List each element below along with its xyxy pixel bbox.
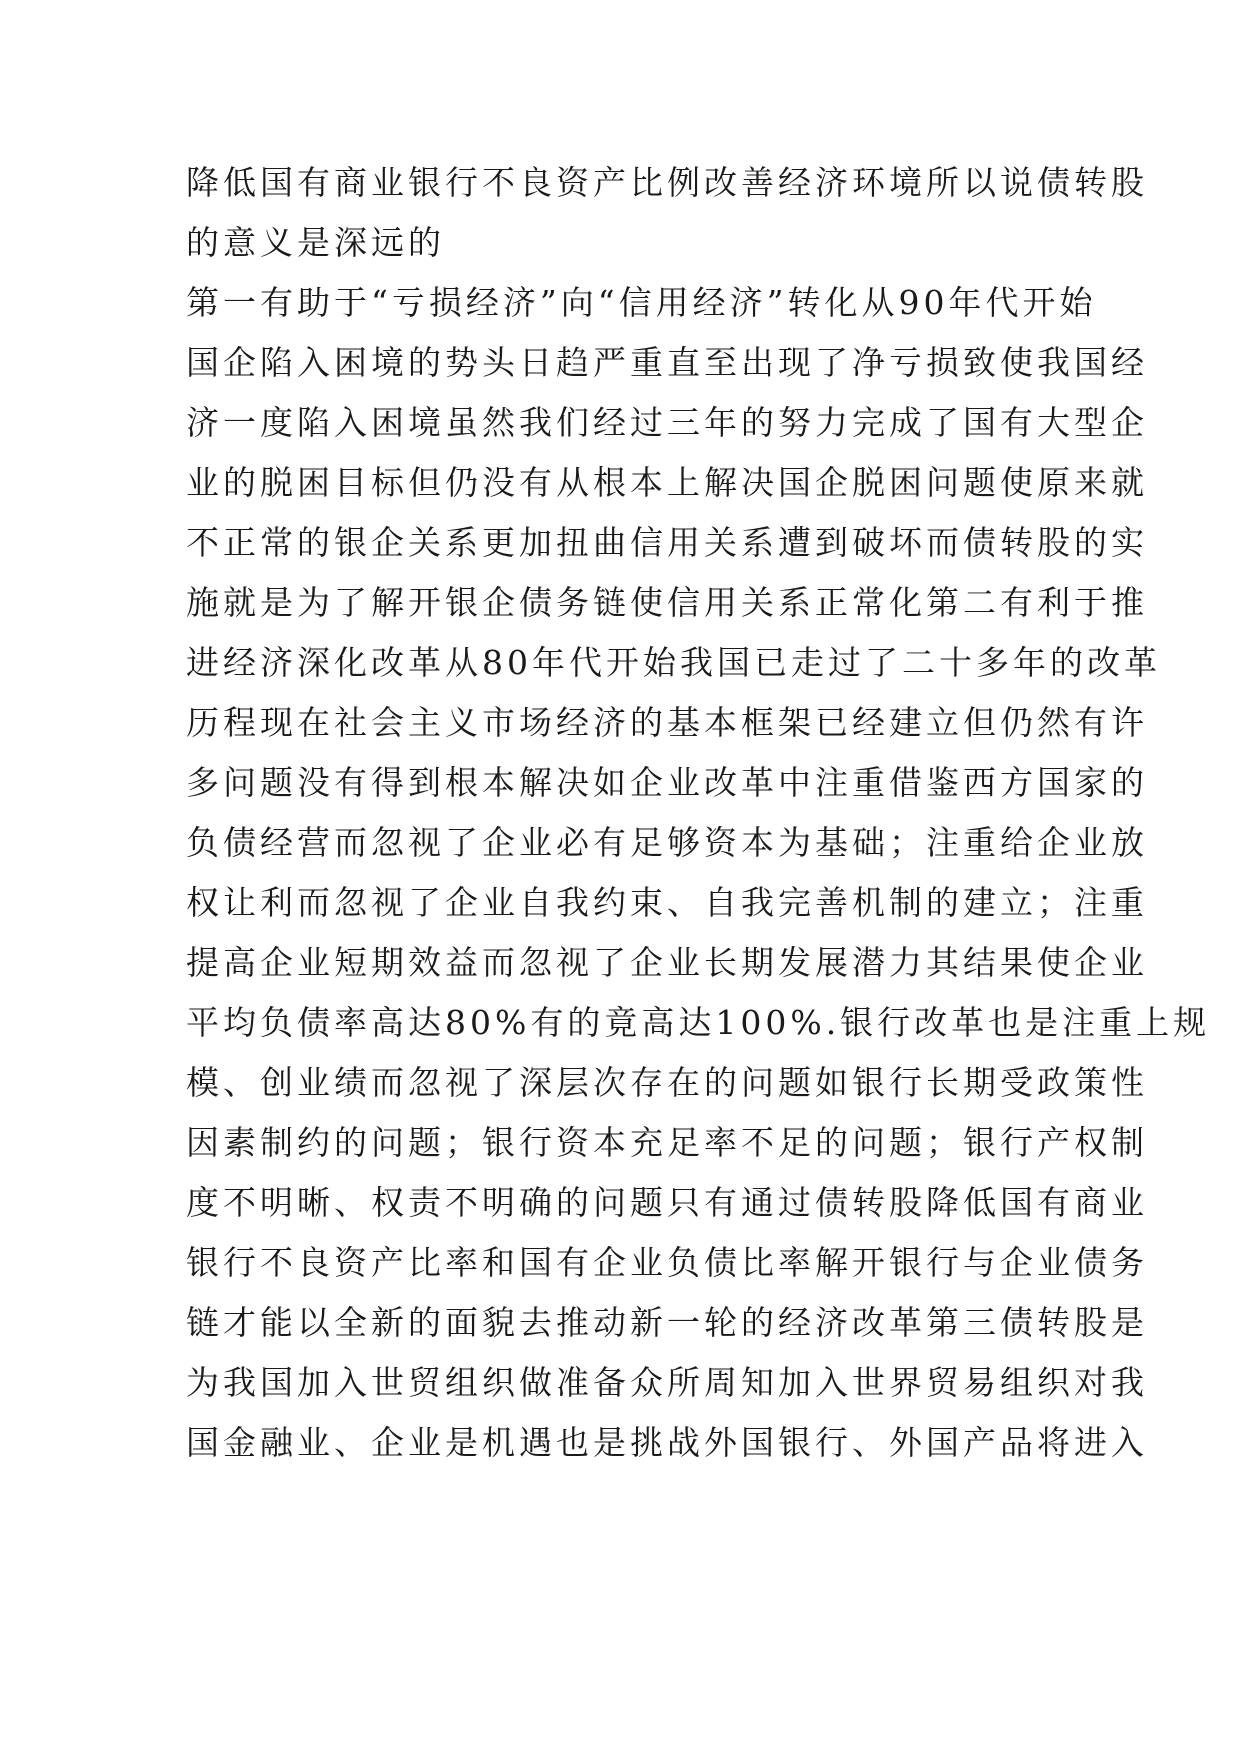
text-line: 银行不良资产比率和国有企业负债比率解开银行与企业债务 [186, 1243, 1148, 1282]
text-line: 不正常的银企关系更加扭曲信用关系遭到破坏而债转股的实 [186, 523, 1148, 562]
text-line: 提高企业短期效益而忽视了企业长期发展潜力其结果使企业 [186, 943, 1148, 982]
text-line: 权让利而忽视了企业自我约束、自我完善机制的建立；注重 [186, 883, 1148, 922]
text-line: 历程现在社会主义市场经济的基本框架已经建立但仍然有许 [186, 703, 1148, 742]
text-line: 的意义是深远的 [186, 223, 445, 262]
text-line: 进经济深化改革从80年代开始我国已走过了二十多年的改革 [186, 643, 1161, 682]
text-line: 业的脱困目标但仍没有从根本上解决国企脱困问题使原来就 [186, 463, 1148, 502]
text-line: 国企陷入困境的势头日趋严重直至出现了净亏损致使我国经 [186, 343, 1148, 382]
text-line: 度不明晰、权责不明确的问题只有通过债转股降低国有商业 [186, 1183, 1148, 1222]
body-text [186, 153, 1211, 1473]
text-line: 负债经营而忽视了企业必有足够资本为基础；注重给企业放 [186, 823, 1148, 862]
text-line: 济一度陷入困境虽然我们经过三年的努力完成了国有大型企 [186, 403, 1148, 442]
text-line: 链才能以全新的面貌去推动新一轮的经济改革第三债转股是 [186, 1303, 1148, 1342]
text-line: 第一有助于“亏损经济”向“信用经济”转化从90年代开始 [186, 283, 1097, 322]
text-line: 国金融业、企业是机遇也是挑战外国银行、外国产品将进入 [186, 1423, 1148, 1462]
text-line: 多问题没有得到根本解决如企业改革中注重借鉴西方国家的 [186, 763, 1148, 802]
text-line: 平均负债率高达80%有的竟高达100%.银行改革也是注重上规 [186, 1003, 1211, 1042]
text-line: 为我国加入世贸组织做准备众所周知加入世界贸易组织对我 [186, 1363, 1148, 1402]
text-line: 模、创业绩而忽视了深层次存在的问题如银行长期受政策性 [186, 1063, 1148, 1102]
text-line: 因素制约的问题；银行资本充足率不足的问题；银行产权制 [186, 1123, 1148, 1162]
text-line: 降低国有商业银行不良资产比例改善经济环境所以说债转股 [186, 163, 1148, 202]
text-line: 施就是为了解开银企债务链使信用关系正常化第二有利于推 [186, 583, 1148, 622]
